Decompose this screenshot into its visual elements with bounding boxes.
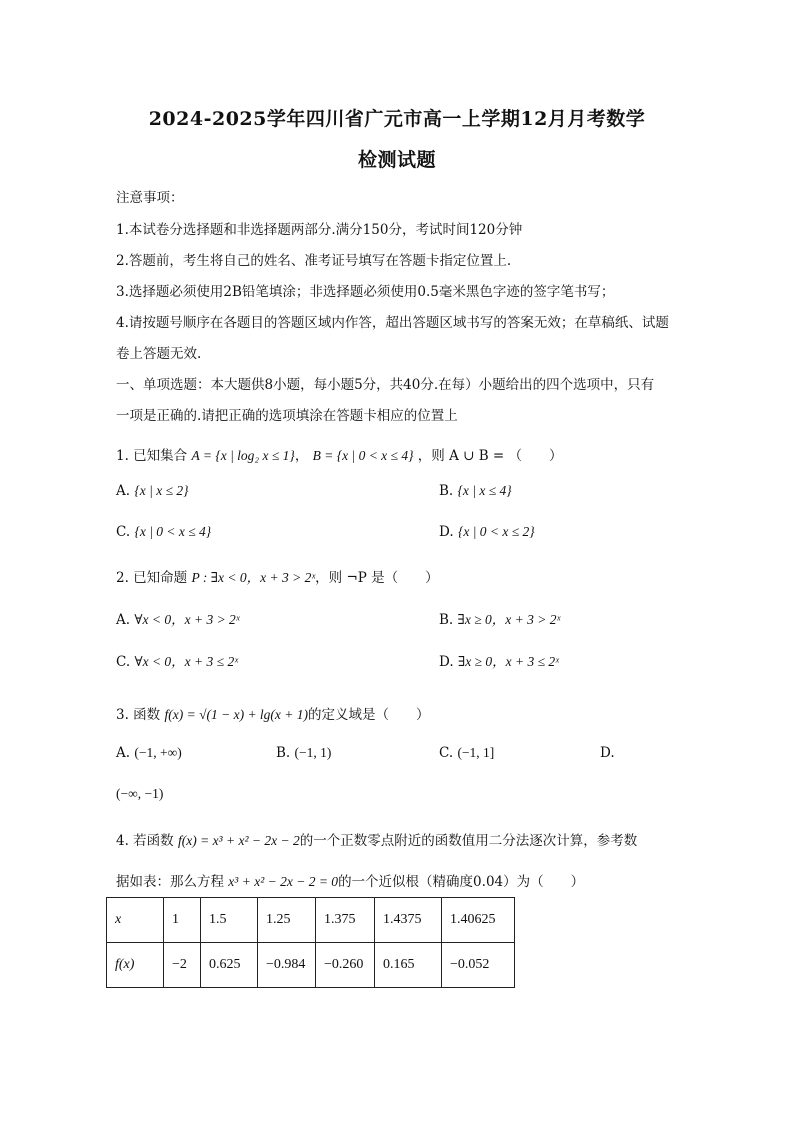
q3-option-d-label: D.	[600, 745, 615, 761]
q1-prefix: 1. 已知集合	[116, 448, 188, 464]
table-cell: 0.165	[375, 943, 442, 988]
table-cell: −0.984	[258, 943, 316, 988]
q2-option-d-text: ∃x ≥ 0，x + 3 ≤ 2ˣ	[457, 654, 559, 669]
q2-suffix: ，则 ¬P 是（ ）	[315, 570, 439, 586]
q3-option-b-label: B.	[276, 745, 291, 761]
q2-prefix: 2. 已知命题	[116, 570, 188, 586]
q1-option-c-text: {x | 0 < x ≤ 4}	[134, 524, 212, 539]
q3-option-a	[116, 745, 182, 761]
question-4	[116, 829, 637, 849]
q3-option-c	[439, 745, 494, 761]
q2-statement: P : ∃x < 0，x + 3 > 2ˣ	[191, 570, 316, 585]
q1-suffix: ，则 A ∪ B = （ ）	[417, 448, 563, 464]
table-row	[107, 898, 515, 943]
q3-function: f(x) = √(1 − x) + lg(x + 1)	[164, 707, 309, 722]
notice-item-4-cont: 卷上答题无效.	[116, 346, 202, 362]
q4-equation: x³ + x² − 2x − 2 = 0	[228, 874, 339, 889]
notice-item-4: 4.请按题号顺序在各题目的答题区域内作答，超出答题区域书写的答案无效；在草稿纸、试题	[116, 315, 669, 331]
q3-option-b-text: (−1, 1)	[294, 745, 332, 760]
q1-set-a: A = {x | log₂ x ≤ 1}	[191, 448, 295, 463]
section-heading-cont: 一项是正确的.请把正确的选项填涂在答题卡相应的位置上	[116, 408, 458, 424]
q4-line2-prefix: 据如表：那么方程	[116, 874, 224, 890]
table-cell: 1.40625	[442, 898, 515, 943]
q3-option-d-text: (−∞, −1)	[116, 786, 164, 801]
table-cell: 1.25	[258, 898, 316, 943]
q1-option-d-label: D.	[439, 524, 454, 540]
table-header-fx: f(x)	[107, 943, 164, 988]
q2-option-b-label: B.	[439, 612, 454, 628]
q3-prefix: 3. 函数	[116, 707, 161, 723]
q3-option-c-label: C.	[439, 745, 454, 761]
question-1	[116, 444, 563, 464]
notice-item-2: 2.答题前，考生将自己的姓名、准考证号填写在答题卡指定位置上.	[116, 253, 512, 269]
q1-option-a-label: A.	[116, 483, 131, 499]
q1-option-b-label: B.	[439, 483, 454, 499]
q1-option-b	[439, 483, 512, 499]
q1-option-b-text: {x | x ≤ 4}	[457, 483, 512, 498]
q3-option-c-text: (−1, 1]	[457, 745, 495, 760]
table-cell: −0.052	[442, 943, 515, 988]
question-2	[116, 566, 439, 586]
bisection-table	[106, 897, 515, 988]
exam-subtitle: 检测试题	[357, 149, 436, 171]
q2-option-a-label: A.	[116, 612, 131, 628]
q1-option-a-text: {x | x ≤ 2}	[134, 483, 189, 498]
q4-line2-suffix: 的一个近似根（精确度0.04）为（ ）	[338, 874, 585, 890]
q3-option-a-text: (−1, +∞)	[134, 745, 182, 760]
table-cell: −0.260	[316, 943, 375, 988]
table-cell: 1.5	[201, 898, 258, 943]
notice-heading: 注意事项：	[116, 190, 184, 206]
question-3	[116, 703, 430, 723]
q3-option-a-label: A.	[116, 745, 131, 761]
q3-suffix: 的定义域是（ ）	[308, 707, 430, 723]
notice-item-3: 3.选择题必须使用2B铅笔填涂；非选择题必须使用0.5毫米黑色字迹的签字笔书写；	[116, 284, 615, 300]
table-row	[107, 943, 515, 988]
exam-title: 2024-2025学年四川省广元市高一上学期12月月考数学	[148, 108, 646, 130]
question-4-cont	[116, 870, 584, 890]
q2-option-d-label: D.	[439, 654, 454, 670]
q2-option-c	[116, 650, 238, 670]
table-cell: 1.375	[316, 898, 375, 943]
q1-option-d-text: {x | 0 < x ≤ 2}	[457, 524, 535, 539]
q1-option-d	[439, 524, 535, 540]
q2-option-d	[439, 650, 559, 670]
q1-sep: ，	[294, 448, 309, 464]
q2-option-a	[116, 608, 240, 628]
section-heading: 一、单项选题：本大题供8小题，每小题5分，共40分.在每）小题给出的四个选项中，只有	[116, 377, 655, 393]
q4-function: f(x) = x³ + x² − 2x − 2	[177, 833, 300, 848]
table-cell: 1.4375	[375, 898, 442, 943]
q2-option-b	[439, 608, 560, 628]
table-cell: 1	[164, 898, 201, 943]
table-cell: 0.625	[201, 943, 258, 988]
notice-item-1: 1.本试卷分选择题和非选择题两部分.满分150分，考试时间120分钟	[116, 222, 523, 238]
q1-option-a	[116, 483, 189, 499]
q1-option-c-label: C.	[116, 524, 131, 540]
q2-option-b-text: ∃x ≥ 0，x + 3 > 2ˣ	[457, 612, 561, 627]
q1-option-c	[116, 524, 211, 540]
q2-option-a-text: ∀x < 0，x + 3 > 2ˣ	[134, 612, 240, 627]
q4-mid: 的一个正数零点附近的函数值用二分法逐次计算，参考数	[299, 833, 638, 849]
q2-option-c-text: ∀x < 0，x + 3 ≤ 2ˣ	[134, 654, 239, 669]
q3-option-b	[276, 745, 331, 761]
table-cell: −2	[164, 943, 201, 988]
q2-option-c-label: C.	[116, 654, 131, 670]
table-header-x: x	[107, 898, 164, 943]
q1-set-b: B = {x | 0 < x ≤ 4}	[312, 448, 414, 463]
q4-prefix: 4. 若函数	[116, 833, 174, 849]
